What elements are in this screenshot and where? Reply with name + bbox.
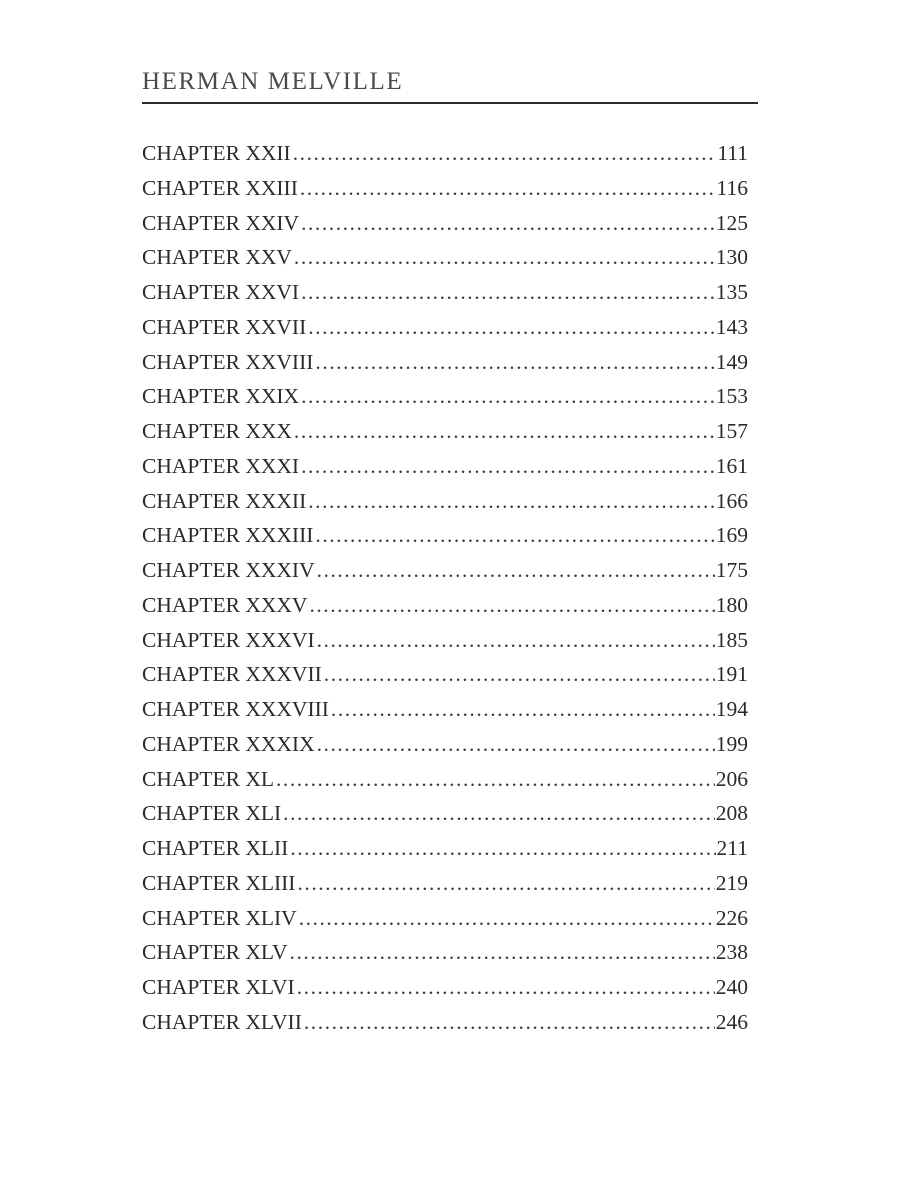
toc-dot-leader	[301, 449, 715, 484]
toc-dot-leader	[293, 136, 717, 171]
toc-dot-leader	[300, 171, 716, 206]
toc-entry	[142, 866, 748, 901]
toc-entry-title: CHAPTER XXVI	[142, 280, 300, 304]
toc-entry-page-number: 240	[715, 975, 748, 999]
toc-entry-title: CHAPTER XXIII	[142, 175, 298, 200]
toc-entry	[142, 796, 748, 831]
toc-entry	[142, 970, 748, 1005]
toc-entry-page-number: 116	[716, 175, 748, 200]
toc-entry	[142, 484, 748, 519]
running-header	[142, 66, 758, 104]
toc-dot-leader	[297, 866, 714, 901]
toc-entry	[142, 275, 748, 310]
toc-entry-title: CHAPTER XL	[142, 766, 274, 791]
toc-dot-leader	[290, 935, 715, 970]
toc-entry-page-number: 157	[715, 419, 748, 443]
toc-entry	[142, 588, 748, 623]
toc-entry	[142, 379, 748, 414]
toc-entry	[142, 692, 748, 727]
toc-entry-title: CHAPTER XXXVIII	[142, 697, 329, 721]
toc-entry-page-number: 166	[715, 488, 748, 513]
running-header-title: HERMAN MELVILLE	[142, 68, 404, 95]
toc-entry-page-number: 211	[716, 836, 748, 860]
toc-entry	[142, 136, 748, 171]
toc-entry-page-number: 175	[715, 558, 748, 582]
toc-entry-page-number: 199	[715, 731, 748, 756]
toc-entry-page-number: 125	[715, 210, 748, 235]
toc-entry-title: CHAPTER XXXIX	[142, 731, 315, 756]
toc-entry	[142, 657, 748, 692]
toc-entry	[142, 414, 748, 449]
toc-entry	[142, 345, 748, 380]
toc-entry	[142, 762, 748, 797]
toc-dot-leader	[276, 762, 715, 797]
toc-entry-page-number: 169	[715, 523, 748, 548]
toc-dot-leader	[324, 657, 715, 692]
toc-entry-page-number: 149	[715, 349, 748, 374]
toc-entry-title: CHAPTER XXXV	[142, 592, 308, 617]
toc-entry-page-number: 226	[715, 905, 748, 930]
toc-entry-page-number: 194	[715, 697, 748, 721]
toc-entry-title: CHAPTER XLVI	[142, 975, 295, 999]
toc-dot-leader	[304, 1005, 715, 1040]
toc-dot-leader	[309, 588, 714, 623]
toc-entry-page-number: 153	[715, 384, 748, 409]
toc-dot-leader	[331, 692, 715, 727]
toc-entry	[142, 901, 748, 936]
toc-dot-leader	[317, 553, 715, 588]
toc-entry-title: CHAPTER XXIV	[142, 210, 300, 235]
toc-entry-title: CHAPTER XXIX	[142, 384, 300, 409]
toc-entry-title: CHAPTER XLII	[142, 836, 289, 860]
toc-dot-leader	[317, 727, 715, 762]
toc-entry	[142, 831, 748, 866]
toc-dot-leader	[308, 484, 715, 519]
toc-dot-leader	[315, 518, 714, 553]
toc-entry-page-number: 130	[715, 245, 748, 270]
toc-entry	[142, 171, 748, 206]
toc-entry-page-number: 185	[715, 627, 748, 652]
toc-entry-page-number: 191	[715, 662, 748, 687]
toc-entry	[142, 553, 748, 588]
toc-dot-leader	[315, 345, 714, 380]
toc-entry-title: CHAPTER XXII	[142, 141, 291, 165]
toc-entry	[142, 518, 748, 553]
toc-entry-title: CHAPTER XXVIII	[142, 349, 314, 374]
toc-entry-title: CHAPTER XXV	[142, 245, 292, 270]
toc-dot-leader	[294, 414, 715, 449]
table-of-contents	[142, 136, 748, 1040]
toc-entry-page-number: 238	[715, 940, 748, 965]
toc-entry-page-number: 180	[715, 592, 748, 617]
toc-entry-page-number: 135	[715, 280, 748, 304]
toc-entry-title: CHAPTER XXXVII	[142, 662, 322, 687]
toc-dot-leader	[299, 901, 715, 936]
toc-entry-title: CHAPTER XXXI	[142, 453, 300, 478]
toc-dot-leader	[294, 240, 715, 275]
toc-entry-title: CHAPTER XXX	[142, 419, 292, 443]
toc-entry-title: CHAPTER XLIV	[142, 905, 297, 930]
toc-entry-page-number: 246	[715, 1009, 748, 1034]
toc-entry	[142, 623, 748, 658]
toc-entry-page-number: 161	[715, 453, 748, 478]
toc-entry-title: CHAPTER XXVII	[142, 314, 307, 339]
toc-entry-title: CHAPTER XXXVI	[142, 627, 315, 652]
toc-entry	[142, 240, 748, 275]
toc-entry-page-number: 219	[715, 870, 748, 895]
toc-entry-page-number: 208	[715, 801, 748, 826]
toc-entry-page-number: 111	[717, 141, 748, 165]
toc-entry-title: CHAPTER XLVII	[142, 1009, 302, 1034]
toc-entry	[142, 310, 748, 345]
toc-entry	[142, 449, 748, 484]
toc-entry	[142, 1005, 748, 1040]
toc-entry	[142, 727, 748, 762]
toc-entry-page-number: 143	[715, 314, 748, 339]
toc-dot-leader	[297, 970, 715, 1005]
toc-entry-title: CHAPTER XLI	[142, 801, 282, 826]
toc-entry-title: CHAPTER XXXII	[142, 488, 307, 513]
toc-dot-leader	[301, 206, 715, 241]
toc-dot-leader	[283, 796, 715, 831]
toc-entry-title: CHAPTER XLIII	[142, 870, 296, 895]
toc-entry-page-number: 206	[715, 766, 748, 791]
toc-dot-leader	[301, 379, 715, 414]
toc-dot-leader	[317, 623, 715, 658]
toc-entry-title: CHAPTER XXXIII	[142, 523, 314, 548]
toc-entry-title: CHAPTER XLV	[142, 940, 288, 965]
toc-dot-leader	[290, 831, 715, 866]
toc-entry	[142, 935, 748, 970]
toc-entry	[142, 206, 748, 241]
toc-entry-title: CHAPTER XXXIV	[142, 558, 315, 582]
toc-dot-leader	[308, 310, 715, 345]
toc-dot-leader	[301, 275, 715, 310]
